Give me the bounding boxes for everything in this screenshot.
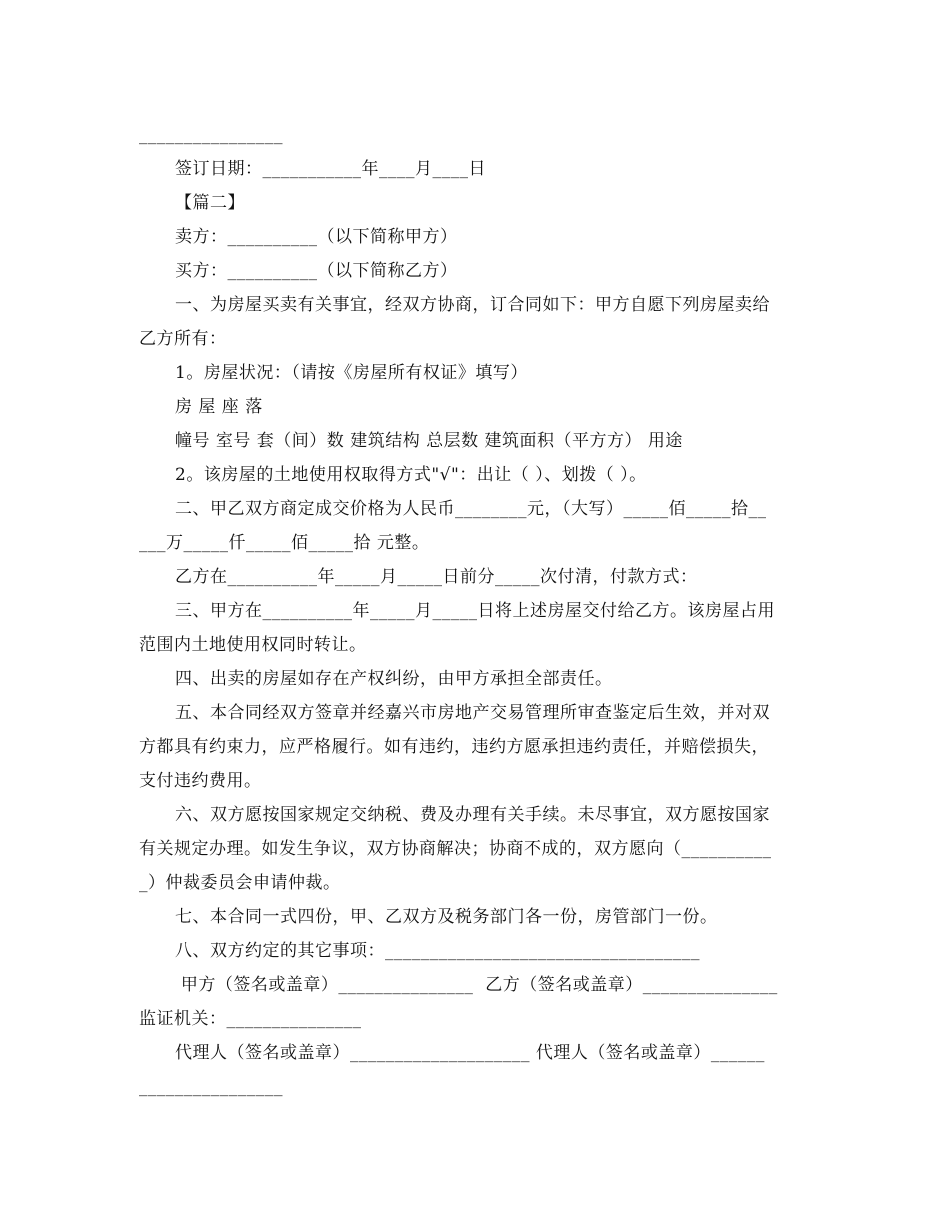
clause-2-line-1: 二、甲乙双方商定成交价格为人民币________元，（大写）_____佰_____拾__ [175, 499, 767, 519]
clause-4: 四、出卖的房屋如存在产权纠纷，由甲方承担全部责任。 [175, 669, 613, 689]
supervising-authority: 监证机关：_______________ [139, 1009, 362, 1029]
clause-6-line-3: _）仲裁委员会申请仲裁。 [139, 873, 341, 893]
buyer-line: 买方：__________（以下简称乙方） [175, 261, 458, 281]
clause-8: 八、双方约定的其它事项：___________________________________ [175, 941, 700, 961]
separator-line-bottom: ________________ [139, 1077, 283, 1097]
clause-3-line-2: 范围内土地使用权同时转让。 [139, 635, 367, 655]
payment-terms: 乙方在__________年_____月_____日前分_____次付清，付款方式： [175, 567, 698, 587]
clause-1-line-2: 乙方所有： [139, 329, 227, 349]
clause-2-line-2: ___万_____仟_____佰_____拾 元整。 [139, 533, 430, 553]
house-location: 房 屋 座 落 [175, 397, 263, 417]
house-fields: 幢号 室号 套（间）数 建筑结构 总层数 建筑面积（平方方） 用途 [175, 431, 683, 451]
clause-5-line-3: 支付违约费用。 [139, 771, 262, 791]
clause-6-line-2: 有关规定办理。如发生争议，双方协商解决；协商不成的，双方愿向（__________ [139, 839, 772, 859]
separator-line-top: ________________ [139, 125, 283, 145]
section-heading: 【篇二】 [175, 193, 245, 213]
clause-5-line-1: 五、本合同经双方签章并经嘉兴市房地产交易管理所审查鉴定后生效，并对双 [175, 703, 770, 723]
seller-line: 卖方：__________（以下简称甲方） [175, 227, 458, 247]
contract-document [139, 118, 811, 1104]
party-signatures: 甲方（签名或盖章）_______________ 乙方（签名或盖章）_______________ [175, 975, 778, 995]
signing-date: 签订日期：___________年____月____日 [175, 159, 486, 179]
land-use-right: 2。该房屋的土地使用权取得方式"√"：出让（ ）、划拨（ ）。 [175, 465, 647, 485]
agent-signatures: 代理人（签名或盖章）____________________ 代理人（签名或盖章）______ [175, 1043, 765, 1063]
clause-6-line-1: 六、双方愿按国家规定交纳税、费及办理有关手续。未尽事宜，双方愿按国家 [175, 805, 770, 825]
clause-1-line-1: 一、为房屋买卖有关事宜，经双方协商，订合同如下：甲方自愿下列房屋卖给 [175, 295, 770, 315]
house-status: 1。房屋状况：（请按《房屋所有权证》填写） [175, 363, 528, 383]
clause-7: 七、本合同一式四份，甲、乙双方及税务部门各一份，房管部门一份。 [175, 907, 718, 927]
clause-5-line-2: 方都具有约束力，应严格履行。如有违约，违约方愿承担违约责任，并赔偿损失， [139, 737, 769, 757]
clause-3-line-1: 三、甲方在__________年_____月_____日将上述房屋交付给乙方。该房屋占用 [175, 601, 775, 621]
